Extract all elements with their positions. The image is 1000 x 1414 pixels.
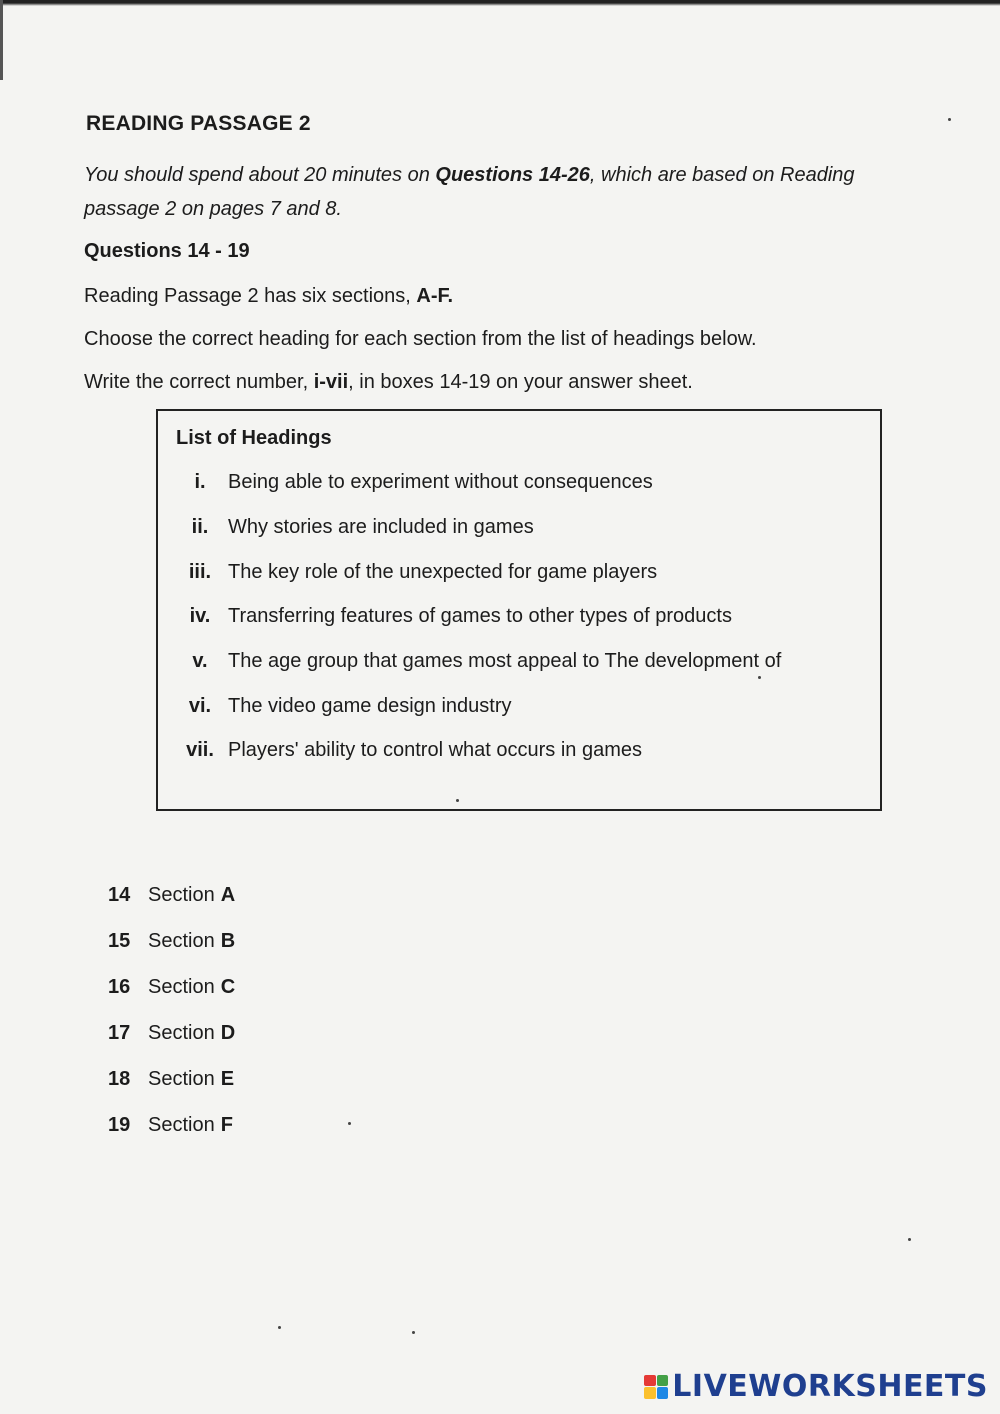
liveworksheets-logo-icon [644,1375,668,1399]
page-top-edge [0,0,1000,6]
speck [908,1238,911,1241]
speck [456,799,459,802]
heading-text: Being able to experiment without consequences [228,470,653,493]
heading-number: iv. [189,604,211,627]
question-number: 17 [108,1021,131,1044]
speck [948,118,951,121]
heading-text: The video game design industry [228,694,512,717]
logo-square [644,1387,656,1399]
liveworksheets-logo[interactable] [644,1369,988,1404]
section-letter: D [220,1021,236,1044]
intro-text-start: You should spend about 20 minutes on [84,164,436,186]
question-range-heading: Questions 14 - 19 [84,240,250,262]
list-of-headings-box [156,409,882,811]
heading-number: i. [194,470,206,493]
section-letter: B [220,929,236,952]
section-label: Section [148,1021,215,1044]
instruction-after: , in boxes 14-19 on your answer sheet. [348,371,693,393]
heading-text: Why stories are included in games [228,515,534,538]
section-letter: C [220,975,236,998]
instruction-text: Write the correct number, [84,371,314,393]
question-number: 16 [108,975,131,998]
section-label: Section [148,975,215,998]
heading-item [172,601,732,631]
question-number: 18 [108,1067,131,1090]
heading-number: ii. [191,515,209,538]
liveworksheets-logo-text: LIVEWORKSHEETS [672,1369,988,1404]
instruction-line [84,371,884,394]
intro-text-end: , which are based on Reading passage 2 on pages 7 and 8. [84,164,855,220]
heading-item [172,467,653,497]
section-question [108,1102,235,1148]
section-letter: E [220,1067,235,1090]
section-label: Section [148,1113,215,1136]
speck [348,1122,351,1125]
instruction-line [84,328,884,351]
heading-item [172,557,657,587]
section-question-list [108,872,235,1148]
heading-number: vi. [188,694,212,717]
logo-square [644,1375,656,1387]
section-letter: A [220,883,236,906]
heading-item [172,646,781,676]
heading-text: Transferring features of games to other types of products [228,604,732,627]
section-letter: F [220,1113,233,1136]
intro-paragraph [84,158,884,226]
logo-square [657,1387,669,1399]
question-number: 14 [108,883,131,906]
logo-square [657,1375,669,1387]
instruction-text: Reading Passage 2 has six sections, [84,285,417,307]
section-question [108,1010,235,1056]
heading-number: iii. [188,560,212,583]
question-number: 15 [108,929,131,952]
section-question [108,918,235,964]
speck [412,1331,415,1334]
instruction-text: Choose the correct heading for each section from the list of headings below. [84,328,757,350]
intro-questions-bold: Questions 14-26 [435,164,590,186]
question-number: 19 [108,1113,131,1136]
heading-item [172,691,512,721]
instruction-line [84,285,884,308]
list-of-headings-title: List of Headings [176,427,332,449]
heading-text: Players' ability to control what occurs in games [228,738,642,761]
worksheet-page [84,112,884,1136]
heading-text: The age group that games most appeal to The development of [228,649,782,672]
passage-title: READING PASSAGE 2 [86,112,311,135]
speck [758,676,761,679]
instruction-bold: i-vii [313,371,349,393]
section-question [108,964,235,1010]
section-question [108,872,235,918]
speck [278,1326,281,1329]
section-label: Section [148,1067,215,1090]
heading-item [172,512,534,542]
heading-number: v. [192,649,208,672]
page-left-edge [0,0,3,80]
heading-text: The key role of the unexpected for game players [228,560,658,583]
instruction-bold: A-F. [416,285,454,307]
heading-number: vii. [186,738,214,761]
section-label: Section [148,883,215,906]
heading-item [172,735,642,765]
section-label: Section [148,929,215,952]
section-question [108,1056,235,1102]
